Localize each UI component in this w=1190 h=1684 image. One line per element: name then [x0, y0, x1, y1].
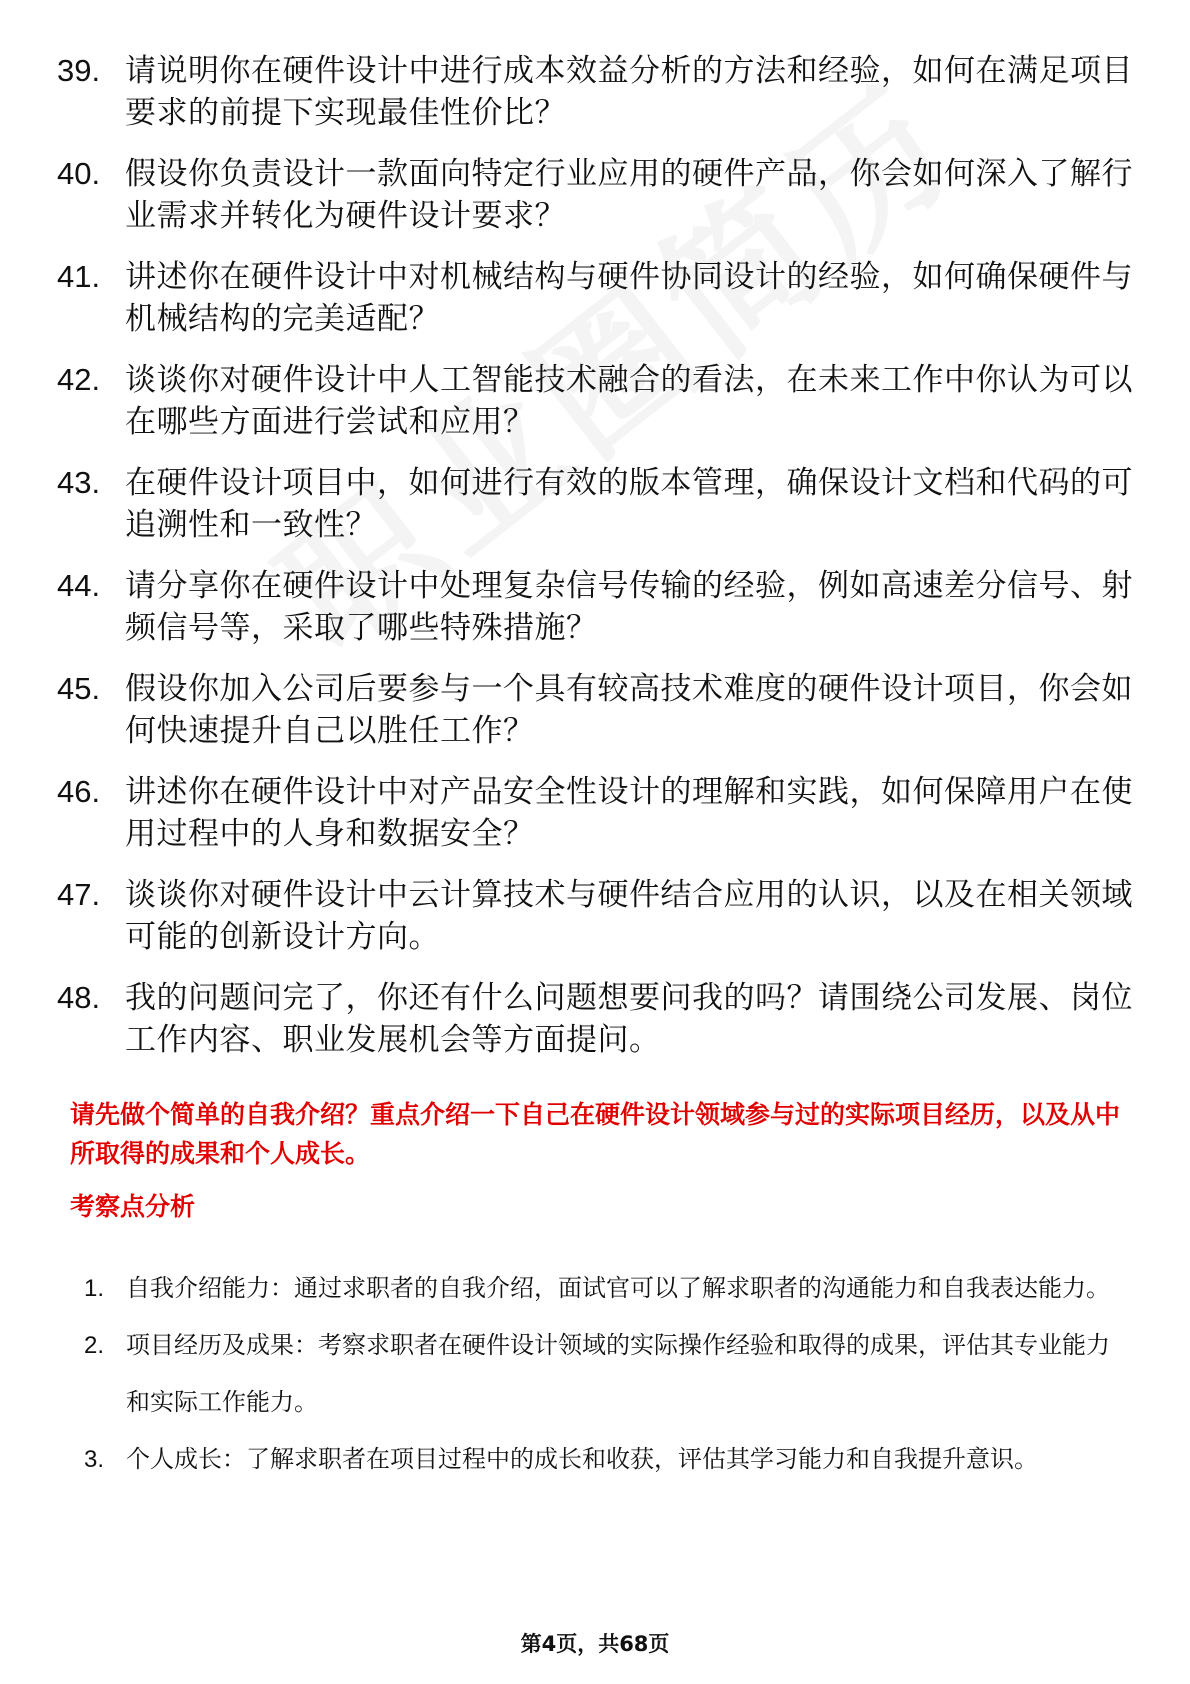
- question-text: 请分享你在硬件设计中处理复杂信号传输的经验，例如高速差分信号、射频信号等，采取了哪些特殊措施？: [125, 568, 1133, 646]
- question-item: [57, 771, 1137, 855]
- page-footer: 第4页，共68页: [520, 1632, 670, 1656]
- question-number: 39.: [57, 53, 101, 88]
- question-number: 43.: [57, 465, 101, 500]
- analysis-item: [84, 1317, 1119, 1431]
- question-item: [57, 256, 1137, 340]
- analysis-text: 自我介绍能力：通过求职者的自我介绍，面试官可以了解求职者的沟通能力和自我表达能力。: [126, 1274, 1110, 1302]
- analysis-text: 项目经历及成果：考察求职者在硬件设计领域的实际操作经验和取得的成果，评估其专业能力和实际工作能力。: [126, 1331, 1110, 1416]
- question-item: [57, 50, 1137, 134]
- question-text: 请说明你在硬件设计中进行成本效益分析的方法和经验，如何在满足项目要求的前提下实现最佳性价比？: [125, 53, 1133, 131]
- question-item: [57, 565, 1137, 649]
- analysis-number: 3.: [84, 1446, 105, 1473]
- analysis-number: 1.: [84, 1275, 105, 1302]
- question-number: 44.: [57, 568, 101, 603]
- question-number: 48.: [57, 980, 101, 1015]
- highlighted-question: 请先做个简单的自我介绍？重点介绍一下自己在硬件设计领域参与过的实际项目经历，以及从中所取得的成果和个人成长。: [70, 1100, 1121, 1168]
- analysis-item: [84, 1431, 1119, 1488]
- question-item: [57, 874, 1137, 958]
- question-number: 46.: [57, 774, 101, 809]
- analysis-item: [84, 1260, 1119, 1317]
- question-text: 假设你负责设计一款面向特定行业应用的硬件产品，你会如何深入了解行业需求并转化为硬件设计要求？: [125, 156, 1133, 234]
- question-text: 谈谈你对硬件设计中云计算技术与硬件结合应用的认识，以及在相关领域可能的创新设计方向。: [125, 877, 1133, 955]
- question-text: 假设你加入公司后要参与一个具有较高技术难度的硬件设计项目，你会如何快速提升自己以胜任工作？: [125, 671, 1133, 749]
- question-item: [57, 668, 1137, 752]
- question-number: 42.: [57, 362, 101, 397]
- analysis-text: 个人成长：了解求职者在项目过程中的成长和收获，评估其学习能力和自我提升意识。: [126, 1445, 1038, 1473]
- question-text: 谈谈你对硬件设计中人工智能技术融合的看法，在未来工作中你认为可以在哪些方面进行尝试和应用？: [125, 362, 1133, 440]
- analysis-heading: 考察点分析: [70, 1192, 196, 1221]
- question-item: [57, 153, 1137, 237]
- question-item: [57, 462, 1137, 546]
- question-text: 我的问题问完了，你还有什么问题想要问我的吗？请围绕公司发展、岗位工作内容、职业发展机会等方面提问。: [125, 980, 1133, 1058]
- question-number: 41.: [57, 259, 101, 294]
- question-text: 讲述你在硬件设计中对产品安全性设计的理解和实践，如何保障用户在使用过程中的人身和数据安全？: [125, 774, 1133, 852]
- question-item: [57, 359, 1137, 443]
- question-list: [57, 50, 1137, 1080]
- question-item: [57, 977, 1137, 1061]
- question-number: 45.: [57, 671, 101, 706]
- analysis-list: [84, 1260, 1119, 1488]
- question-text: 讲述你在硬件设计中对机械结构与硬件协同设计的经验，如何确保硬件与机械结构的完美适配？: [125, 259, 1133, 337]
- question-number: 40.: [57, 156, 101, 191]
- question-text: 在硬件设计项目中，如何进行有效的版本管理，确保设计文档和代码的可追溯性和一致性？: [125, 465, 1133, 543]
- question-number: 47.: [57, 877, 101, 912]
- analysis-number: 2.: [84, 1332, 105, 1359]
